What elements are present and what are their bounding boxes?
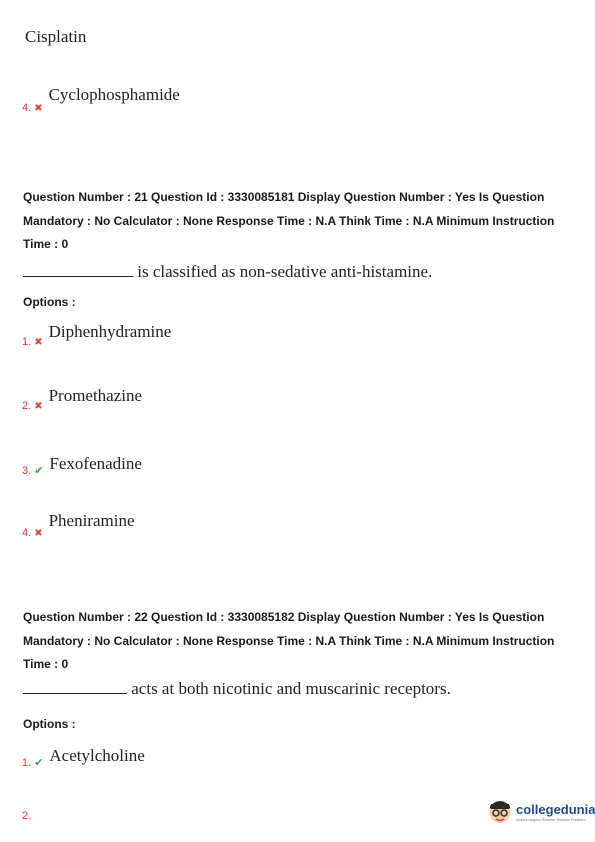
question-21-option-4 <box>22 511 135 539</box>
previous-answer-text: Cisplatin <box>25 27 87 46</box>
option-text: Pheniramine <box>48 511 135 530</box>
question-21-option-3 <box>22 454 142 477</box>
option-text: Promethazine <box>48 386 143 405</box>
wrong-mark-icon: ✖ <box>34 401 43 412</box>
logo-name: collegedunia <box>516 801 595 817</box>
correct-mark-icon: ✔ <box>34 757 44 769</box>
logo-mascot-icon <box>487 798 513 826</box>
question-22-meta: Question Number : 22 Question Id : 3330085182 Display Question Number : Yes Is Question Mandatory : No Calculator : None Response Time : N.A Think Time : N.A Minimum Instruction Time : 0 <box>23 610 555 671</box>
previous-option-4 <box>22 85 180 114</box>
question-22-stem <box>23 679 451 699</box>
collegedunia-logo <box>487 798 595 826</box>
answer-blank <box>23 276 133 277</box>
wrong-mark-icon: ✖ <box>34 103 43 114</box>
question-22-option-1 <box>22 746 145 769</box>
correct-mark-icon: ✔ <box>34 465 44 477</box>
option-number: 2. <box>22 810 32 822</box>
option-text: Fexofenadine <box>49 454 142 473</box>
option-number: 2. <box>22 400 32 412</box>
option-number: 3. <box>22 465 32 477</box>
option-text: Diphenhydramine <box>48 322 172 341</box>
option-text: Acetylcholine <box>49 746 145 765</box>
question-21-option-2 <box>22 386 143 412</box>
option-number: 4. <box>22 527 32 539</box>
logo-tagline: India's largest Student Review Platform <box>516 816 586 822</box>
question-21-meta: Question Number : 21 Question Id : 3330085181 Display Question Number : Yes Is Question Mandatory : No Calculator : None Response Time : N.A Think Time : N.A Minimum Instruction Time : 0 <box>23 190 555 251</box>
question-22-stem-text: acts at both nicotinic and muscarinic receptors. <box>131 679 451 698</box>
question-22-options-label: Options : <box>23 717 76 731</box>
option-number: 4. <box>22 102 32 114</box>
question-21-options-label: Options : <box>23 295 76 309</box>
option-text: Cyclophosphamide <box>48 85 180 104</box>
option-number: 1. <box>22 336 32 348</box>
answer-blank <box>23 693 127 694</box>
question-21-option-1 <box>22 322 172 348</box>
question-21-stem-text: is classified as non-sedative anti-histamine. <box>137 262 433 281</box>
wrong-mark-icon: ✖ <box>34 337 43 348</box>
question-21-stem <box>23 262 432 282</box>
question-22-option-2 <box>22 806 31 824</box>
wrong-mark-icon: ✖ <box>34 528 43 539</box>
option-number: 1. <box>22 757 32 769</box>
